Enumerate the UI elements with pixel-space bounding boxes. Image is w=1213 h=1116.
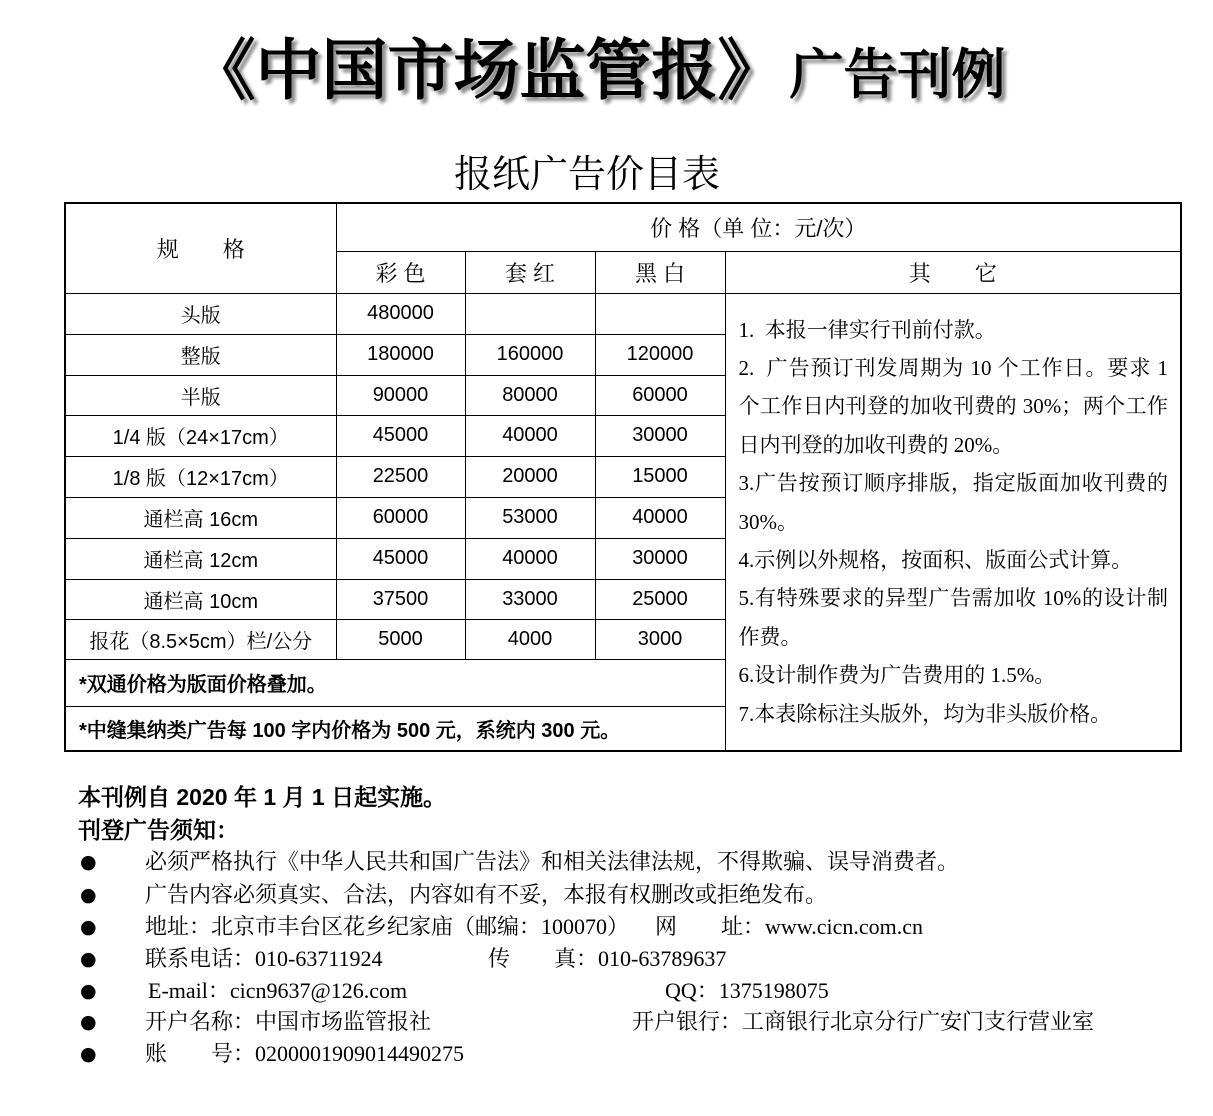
red-price-cell: 53000 — [465, 497, 595, 538]
title-sub: 广告刊例 — [789, 45, 1006, 105]
bullet-icon: ● — [80, 1043, 97, 1065]
red-price-cell: 80000 — [465, 375, 595, 415]
header-row — [65, 203, 1181, 251]
other-header: 其 它 — [725, 251, 1181, 293]
color-price-cell: 5000 — [336, 619, 465, 659]
bw-price-cell: 15000 — [595, 456, 725, 497]
bank-text: 开户银行：工商银行北京分行广安门支行营业室 — [632, 1009, 1095, 1034]
red-price-cell: 40000 — [465, 538, 595, 579]
red-price-cell: 20000 — [465, 456, 595, 497]
color-price-cell: 37500 — [336, 579, 465, 619]
fax-text: 传 真：010-63789637 — [488, 946, 727, 971]
bullet-icon: ● — [80, 1011, 97, 1033]
color-price-cell: 180000 — [336, 334, 465, 375]
note-item: 1. 本报一律实行刊前付款。 — [738, 317, 996, 342]
bw-price-cell: 40000 — [595, 497, 725, 538]
bw-price-cell: 120000 — [595, 334, 725, 375]
website-text: 网 址：www.cicn.com.cn — [655, 914, 924, 939]
effective-date: 本刊例自 2020 年 1 月 1 日起实施。 — [78, 784, 447, 810]
price-row — [65, 293, 1181, 334]
law-notice-text: 必须严格执行《中华人民共和国广告法》和相关法律法规，不得欺骗、误导消费者。 — [145, 849, 960, 874]
note-item: 4.示例以外规格，按面积、版面公式计算。 — [738, 547, 1133, 572]
bw-price-cell — [595, 293, 725, 334]
red-price-cell: 40000 — [465, 415, 595, 456]
bw-price-cell: 30000 — [595, 415, 725, 456]
phone-text: 联系电话：010-63711924 — [145, 946, 383, 971]
notice-item — [0, 1038, 1213, 1070]
color-price-cell: 45000 — [336, 538, 465, 579]
account-number-text: 账 号：0200001909014490275 — [145, 1041, 465, 1066]
footnote-cell: *双通价格为版面价格叠加。 — [65, 659, 725, 706]
color-price-cell: 22500 — [336, 456, 465, 497]
color-price-cell: 480000 — [336, 293, 465, 334]
bw-price-cell: 30000 — [595, 538, 725, 579]
footnote-cell: *中缝集纳类广告每 100 字内价格为 500 元，系统内 300 元。 — [65, 706, 725, 751]
note-item: 3.广告按预订顺序排版，指定版面加收刊费的 30%。 — [738, 471, 1174, 534]
color-header: 彩 色 — [336, 251, 465, 293]
red-price-cell: 4000 — [465, 619, 595, 659]
bw-header: 黑 白 — [595, 251, 725, 293]
spec-cell: 报花（8.5×5cm）栏/公分 — [65, 619, 336, 659]
spec-cell: 1/4 版（24×17cm） — [65, 415, 336, 456]
title-main: 《中国市场监管报》 — [189, 33, 784, 107]
spec-cell: 通栏高 16cm — [65, 497, 336, 538]
email-text: E-mail：cicn9637@126.com — [148, 978, 408, 1003]
red-price-cell: 160000 — [465, 334, 595, 375]
note-item: 5.有特殊要求的异型广告需加收 10%的设计制作费。 — [738, 586, 1169, 649]
notes-list — [726, 294, 1181, 750]
bullet-icon: ● — [80, 916, 97, 938]
page-title — [0, 30, 1195, 110]
account-name-text: 开户名称：中国市场监管报社 — [145, 1009, 432, 1034]
note-item: 7.本表除标注头版外，均为非头版价格。 — [738, 701, 1112, 726]
price-header: 价 格（单 位：元/次） — [336, 203, 1181, 251]
spec-cell: 通栏高 12cm — [65, 538, 336, 579]
bullet-icon: ● — [80, 948, 97, 970]
bullet-icon: ● — [80, 980, 97, 1002]
notice-item — [0, 879, 1213, 911]
spec-cell: 半版 — [65, 375, 336, 415]
bw-price-cell: 60000 — [595, 375, 725, 415]
bullet-icon: ● — [80, 884, 97, 906]
bw-price-cell: 3000 — [595, 619, 725, 659]
content-notice-text: 广告内容必须真实、合法，内容如有不妥，本报有权删改或拒绝发布。 — [145, 882, 828, 907]
color-price-cell: 45000 — [336, 415, 465, 456]
address-text: 地址：北京市丰台区花乡纪家庙（邮编：100070） — [145, 914, 630, 939]
notice-item — [0, 943, 1213, 975]
rate-table — [64, 202, 1182, 752]
bw-price-cell: 25000 — [595, 579, 725, 619]
bullet-icon: ● — [80, 851, 97, 873]
red-header: 套 红 — [465, 251, 595, 293]
notice-item — [0, 1006, 1213, 1038]
red-price-cell: 33000 — [465, 579, 595, 619]
notice-title: 刊登广告须知： — [78, 817, 239, 843]
note-item: 6.设计制作费为广告费用的 1.5%。 — [738, 663, 1056, 688]
spec-header: 规 格 — [65, 203, 336, 293]
notice-item — [0, 975, 1213, 1007]
spec-cell: 整版 — [65, 334, 336, 375]
other-notes-cell — [725, 293, 1181, 751]
qq-text: QQ：1375198075 — [665, 978, 829, 1003]
spec-cell: 头版 — [65, 293, 336, 334]
spec-cell: 1/8 版（12×17cm） — [65, 456, 336, 497]
note-item: 2. 广告预订刊发周期为 10 个工作日。要求 1 个工作日内刊登的加收刊费的 30%；两个工作日内刊登的加收刊费的 20%。 — [738, 355, 1174, 457]
red-price-cell — [465, 293, 595, 334]
notice-item — [0, 846, 1213, 878]
table-title: 报纸广告价目表 — [453, 154, 720, 196]
spec-cell: 通栏高 10cm — [65, 579, 336, 619]
color-price-cell: 90000 — [336, 375, 465, 415]
notice-item — [0, 911, 1213, 943]
color-price-cell: 60000 — [336, 497, 465, 538]
